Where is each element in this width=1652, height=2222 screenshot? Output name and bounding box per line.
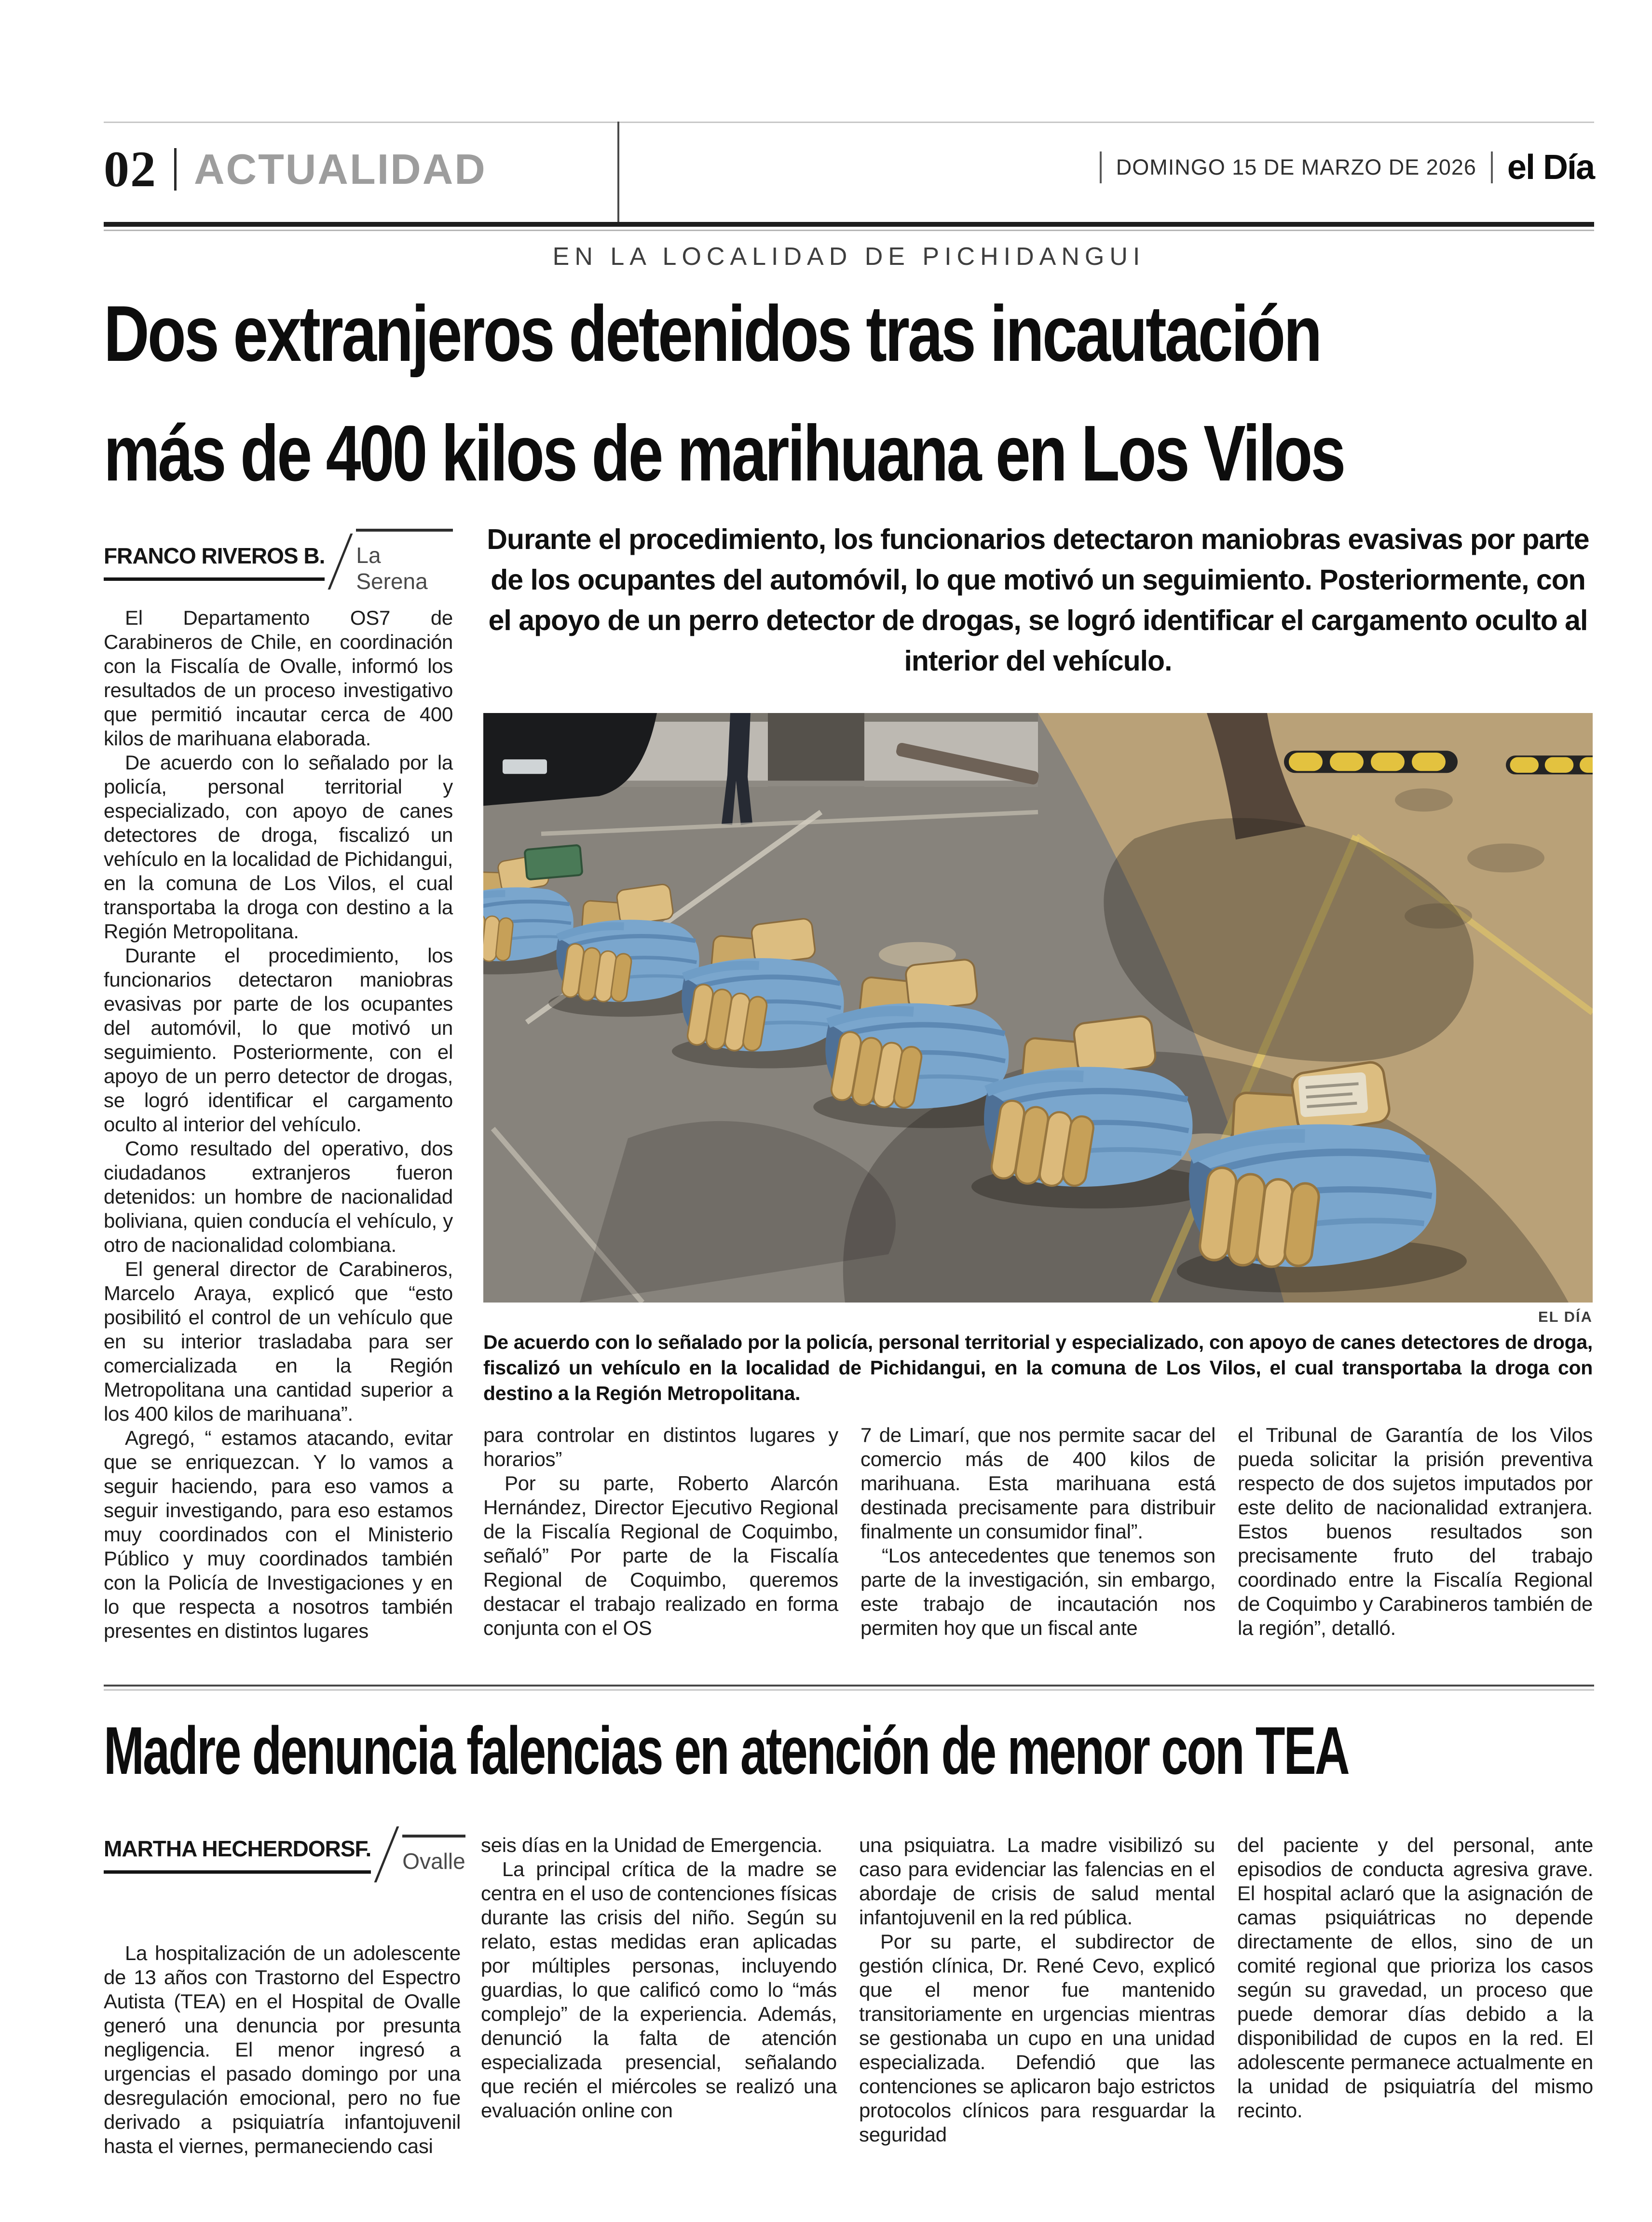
- paragraph: La principal crítica de la madre se centra en el uso de contenciones físicas durante las crisis del niño. Según su relato, estas medidas eran aplicadas por múltiples personas, incluyendo guardias, lo que calificó como lo “más complejo” de la experiencia. Además, denunció la falta de atención especializada presencial, señalando que recién el miércoles se realizó una evaluación online con: [481, 1858, 837, 2122]
- article2-location: Ovalle: [402, 1835, 465, 1874]
- paragraph: 7 de Limarí, que nos permite sacar del comercio más de 400 kilos de marihuana. Esta marihuana está destinada precisamente para distribuir finalmente un consumidor final”.: [860, 1424, 1215, 1543]
- paragraph: El general director de Carabineros, Marcelo Araya, explicó que “esto posibilitó el control de un vehículo que en su interior trasladaba para ser comercializada en la Región Metropolitana una cantidad superior a los 400 kilos de marihuana”.: [104, 1258, 453, 1425]
- article1-headline: [104, 287, 1594, 526]
- masthead-rule: [104, 222, 1594, 227]
- logo-separator-bar: [1491, 151, 1493, 183]
- article2-author: MARTHA HECHERDORSF.: [104, 1836, 371, 1874]
- photo-caption: De acuerdo con lo señalado por la policía, personal territorial y especializado, con apoyo de canes detectores de droga, fiscalizó un vehículo en la localidad de Pichidangui, en la comuna de Los Vilos, el cual transportaba la droga con destino a la Región Metropolitana.: [483, 1331, 1593, 1404]
- byline-slash: [374, 1826, 399, 1882]
- article2-column-2: [481, 1833, 837, 2123]
- header-separator: [174, 148, 177, 191]
- article2-columns: [481, 1833, 1593, 2147]
- article1-headline-line1: Dos extranjeros detenidos tras incautación: [104, 289, 1321, 378]
- article1-lead: Durante el procedimiento, los funcionarios detectaron maniobras evasivas por parte de los ocupantes del automóvil, lo que motivó un seguimiento. Posteriormente, con el apoyo de un perro detector de drogas, se logró identificar el cargamento oculto al interior del vehículo.: [487, 523, 1589, 677]
- article1-kicker: EN LA LOCALIDAD DE PICHIDANGUI: [552, 243, 1146, 271]
- byline-slash: [328, 534, 353, 590]
- article1-column-3: [860, 1423, 1215, 1640]
- article1-author: FRANCO RIVEROS B.: [104, 543, 325, 581]
- page-number: 02: [104, 141, 157, 197]
- paragraph: Por su parte, Roberto Alarcón Hernández, Director Ejecutivo Regional de la Fiscalía Regional de Coquimbo, señaló” Por parte de la Fiscalía Regional de Coquimbo, queremos destacar el trabajo realizado en forma conjunta con el OS: [483, 1472, 838, 1639]
- section-title: ACTUALIDAD: [194, 145, 487, 193]
- article2-headline-text: Madre denuncia falencias en atención de menor con TEA: [104, 1713, 1349, 1788]
- paragraph: el Tribunal de Garantía de los Vilos pueda solicitar la prisión preventiva respecto de dos sujetos imputados por este delito de nacionalidad extranjera. Estos buenos resultados son precisamente fruto del trabajo coordinado entre la Fiscalía Regional de Coquimbo y Carabineros también de la región”, detalló.: [1238, 1424, 1593, 1639]
- paragraph: una psiquiatra. La madre visibilizó su caso para evidenciar las falencias en el abordaje de crisis de salud mental infantojuvenil en la red pública.: [859, 1834, 1215, 1929]
- paragraph: De acuerdo con lo señalado por la policía, personal territorial y especializado, con apoyo de canes detectores de droga, fiscalizó un vehículo en la localidad de Pichidangui, en la comuna de Los Vilos, el cual transportaba la droga con destino a la Región Metropolitana.: [104, 751, 453, 943]
- issue-date: DOMINGO 15 DE MARZO DE 2026: [1116, 155, 1476, 179]
- article1-lower-columns: [483, 1423, 1593, 1640]
- article1-column-1: [104, 606, 453, 1643]
- article1-column-4: [1238, 1423, 1593, 1640]
- header-vertical-divider: [617, 122, 619, 225]
- article2-headline: [104, 1712, 1594, 1790]
- top-hairline: [104, 122, 1594, 123]
- article2-column-1: [104, 1941, 461, 2158]
- paragraph: Como resultado del operativo, dos ciudadanos extranjeros fueron detenidos: un hombre de nacionalidad boliviana, quien conducía el vehículo, y otro de nacionalidad colombiana.: [104, 1137, 453, 1256]
- article1-photo: [483, 713, 1593, 1303]
- article1-column-2: [483, 1423, 838, 1640]
- paragraph: del paciente y del personal, ante episodios de conducta agresiva grave. El hospital aclaró que la asignación de camas psiquiátricas no depende directamente de ellos, sino de un comité regional que prioriza los casos según su gravedad, un proceso que puede demorar días debido a la disponibilidad de cupos en la red. El adolescente permanece actualmente en la unidad de psiquiatría del mismo recinto.: [1237, 1834, 1593, 2122]
- paragraph: Agregó, “ estamos atacando, evitar que se enriquezcan. Y lo vamos a seguir haciendo, para eso vamos a seguir investigando, para eso estamos muy coordinados con el Ministerio Público y muy coordinados también con la Policía de Investigaciones y en lo que respecta a nosotros también presentes en distintos lugares: [104, 1426, 453, 1642]
- article1-location: La Serena: [356, 529, 453, 594]
- paragraph: Por su parte, el subdirector de gestión clínica, Dr. René Cevo, explicó que el menor fue mantenido transitoriamente en urgencias mientras se gestionaba un cupo en una unidad especializada. Defendió que las contenciones se aplicaron bajo estrictos protocolos clínicos para resguardar la seguridad: [859, 1930, 1215, 2146]
- paragraph: seis días en la Unidad de Emergencia.: [481, 1834, 822, 1856]
- article2-column-4: [1237, 1833, 1593, 2123]
- photo-credit: EL DÍA: [1538, 1308, 1593, 1325]
- section-divider: [104, 1685, 1594, 1687]
- article2-byline: [104, 1826, 465, 1882]
- masthead-rule-shadow: [104, 230, 1594, 231]
- paragraph: Durante el procedimiento, los funcionarios detectaron maniobras evasivas por parte de los ocupantes del automóvil, lo que motivó un seguimiento. Posteriormente, con el apoyo de un perro detector de drogas, se logró identificar el cargamento oculto al interior del vehículo.: [104, 944, 453, 1136]
- date-separator-bar: [1100, 151, 1102, 183]
- paragraph: El Departamento OS7 de Carabineros de Chile, en coordinación con la Fiscalía de Ovalle, informó los resultados de un proceso investigativo que permitió incautar cerca de 400 kilos de marihuana elaborada.: [104, 606, 453, 750]
- newspaper-logo: el Día: [1507, 148, 1594, 187]
- article1-headline-line2: más de 400 kilos de marihuana en Los Vilos: [104, 409, 1344, 497]
- paragraph: “Los antecedentes que tenemos son parte de la investigación, sin embargo, este trabajo de incautación nos permiten hoy que un fiscal ante: [860, 1544, 1215, 1639]
- paragraph: La hospitalización de un adolescente de 13 años con Trastorno del Espectro Autista (TEA) en el Hospital de Ovalle generó una denuncia por presunta negligencia. El menor ingresó a urgencias el pasado domingo por una desregulación emocional, pero no fue derivado a psiquiatría infantojuvenil hasta el viernes, permaneciendo casi: [104, 1942, 461, 2157]
- paragraph: para controlar en distintos lugares y horarios”: [483, 1424, 838, 1470]
- photo-illustration: [483, 713, 1593, 1303]
- header-left: [104, 140, 487, 199]
- article1-byline: [104, 529, 453, 594]
- header-right: [1100, 148, 1594, 187]
- article2-column-3: [859, 1833, 1215, 2147]
